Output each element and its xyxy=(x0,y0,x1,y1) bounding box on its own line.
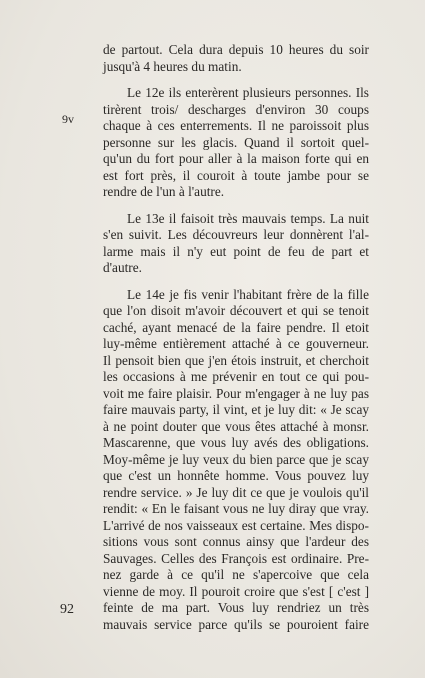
text-line: tirèrent trois/ descharges d'environ 30 coups xyxy=(103,101,369,117)
text-line: vienne de moy. Il pouroit croire que s'est [ c'est ] xyxy=(103,583,369,599)
paragraph xyxy=(103,85,369,201)
text-line: s'en suivit. Les découvreurs leur donnèrent l'al- xyxy=(103,227,369,242)
paragraph xyxy=(103,211,369,277)
text-line: personne sur les glacis. Quand il sortoit quel- xyxy=(103,134,369,150)
text-line: voit me faire plaisir. Pour m'engager à ne luy pas xyxy=(103,385,369,401)
text-line: est fort près, il couroit à toute jambe pour se xyxy=(103,167,369,183)
text-line: Le 13e il faisoit très mauvais temps. La nuit xyxy=(127,210,369,226)
text-line: qu'un du fort pour aller à la maison forte qui en xyxy=(103,151,369,166)
margin-note: 9v xyxy=(62,112,74,126)
text-line: que l'on disoit m'avoir découvert et qui se tenoit xyxy=(103,303,369,318)
text-line: les occasions à me prévenir en tout ce qui pou- xyxy=(103,369,369,384)
page-number: 92 xyxy=(60,602,74,617)
text-line: larme mais il n'y eut point de feu de part et xyxy=(103,243,369,259)
text-line: Il pensoit bien que j'en étois instruit, et cherchoit xyxy=(103,352,369,368)
text-line: Le 14e je fis venir l'habitant frère de la fille xyxy=(127,286,369,302)
paragraph xyxy=(103,287,369,634)
paragraph xyxy=(103,42,369,75)
text-line: rendre de l'un à l'autre. xyxy=(103,184,225,199)
text-line: caché, ayant menacé de la faire pendre. Il etoit xyxy=(103,319,369,335)
text-line: de partout. Cela dura depuis 10 heures du soir xyxy=(103,42,369,57)
text-line: jusqu'à 4 heures du matin. xyxy=(103,58,242,74)
text-line: rendre service. » Je luy dit ce que je voulois qu'il xyxy=(103,484,369,500)
text-line: Le 12e ils enterèrent plusieurs personnes. Ils xyxy=(127,85,369,100)
text-line: faire mauvais party, il vint, et je luy dit: « Je scay xyxy=(103,402,369,417)
text-line: Sauvages. Celles des François est ordinaire. Pre- xyxy=(103,550,369,566)
text-line: sitions vous sont connus ainsy que l'ardeur des xyxy=(103,534,369,549)
text-line: feinte de ma part. Vous luy rendriez un très xyxy=(103,600,369,615)
body-text xyxy=(103,42,369,643)
text-line: nez garde à ce qu'il ne s'apercoive que cela xyxy=(103,567,369,582)
text-line: luy-même entièrement attaché à ce gouverneur. xyxy=(103,336,369,351)
text-line: chaque à ces enterrements. Il ne paroissoit plus xyxy=(103,118,369,133)
text-line: que c'est un honnête homme. Vous pouvez luy xyxy=(103,468,369,483)
text-line: Mascarenne, que vous luy avés des obligations. xyxy=(103,435,369,450)
text-line: Moy-même je luy veux du bien parce que je scay xyxy=(103,451,369,467)
text-line: d'autre. xyxy=(103,260,142,275)
text-line: rendit: « En le faisant vous ne luy diray que vray. xyxy=(103,501,369,516)
text-line: L'arrivé de nos vaisseaux est certaine. Mes dispo- xyxy=(103,517,369,533)
text-line: mauvais service parce qu'ils se pouroient faire xyxy=(103,616,369,632)
text-line: à ne point douter que vous êtes attaché à monsr. xyxy=(103,418,369,434)
